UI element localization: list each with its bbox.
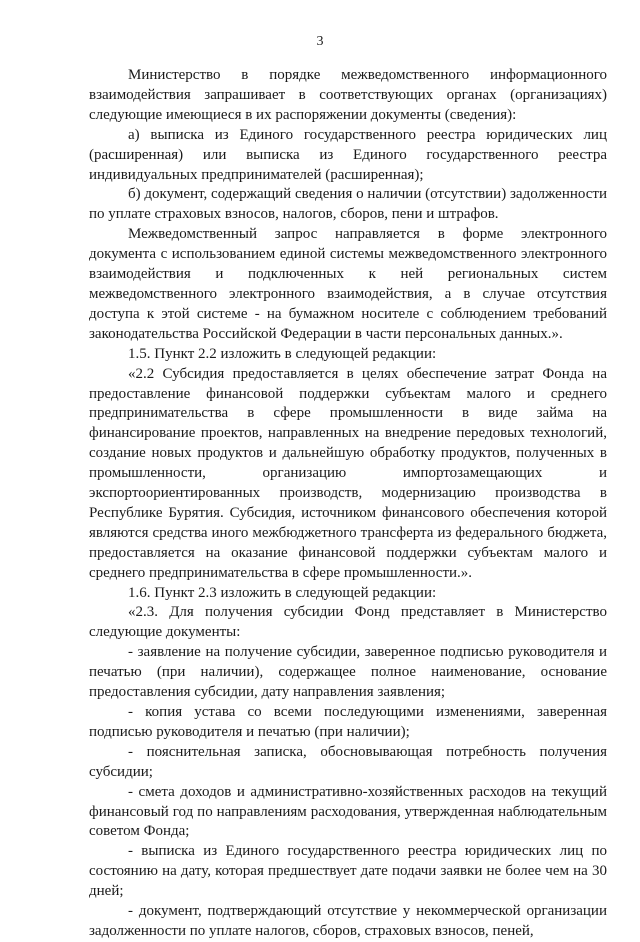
paragraph: б) документ, содержащий сведения о наличии (отсутствии) задолженности по уплате страховых взносов, налогов, сборов, пени и штрафов.	[89, 186, 607, 223]
paragraph: а) выписка из Единого государственного реестра юридических лиц (расширенная) или выписка из Единого государственного реестра индивидуальных предпринимателей (расширенная);	[89, 126, 607, 183]
list-item: - заявление на получение субсидии, заверенное подписью руководителя и печатью (при наличии), содержащее полное наименование, основание предоставления субсидии, дату направления заявления;	[89, 644, 607, 701]
paragraph: Министерство в порядке межведомственного информационного взаимодействия запрашивает в соответствующих органах (организациях) следующие имеющиеся в их распоряжении документы (сведения):	[89, 67, 607, 123]
paragraph: «2.2 Субсидия предоставляется в целях обеспечение затрат Фонда на предоставление финансовой поддержки субъектам малого и среднего предпринимательства в сфере промышленности в виде займа на финансирование проектов, направленных на внедрение передовых технологий, создание новых продуктов и дальнейшую обработку продуктов, полученных в промышленности, организацию импортозамещающих и экспортоориентированных производств, модернизацию производства в Республике Бурятия. Субсидия, источником финансового обеспечения которой являются средства иного межбюджетного трансферта из федерального бюджета, предоставляется на оказание финансовой поддержки субъектам малого и среднего предпринимательства в сфере промышленности.».	[89, 365, 607, 581]
list-item: - выписка из Единого государственного реестра юридических лиц по состоянию на дату, которая предшествует дате подачи заявки не более чем на 30 дней;	[89, 843, 607, 900]
list-item: - копия устава со всеми последующими изменениями, заверенная подписью руководителя и печатью (при наличии);	[89, 704, 607, 740]
list-item: - пояснительная записка, обосновывающая потребность получения субсидии;	[89, 743, 607, 780]
page-number: 3	[316, 34, 324, 49]
list-item: - смета доходов и административно-хозяйственных расходов на текущий финансовый год по направлениям расходования, утвержденная наблюдательным советом Фонда;	[89, 783, 607, 840]
paragraph: Межведомственный запрос направляется в форме электронного документа с использованием единой системы межведомственного электронного взаимодействия и подключенных к ней региональных систем межведомственного электронного взаимодействия, а в случае отсутствия доступа к этой системе - на бумажном носителе с соблюдением требований законодательства Российской Федерации в части персональных данных.».	[89, 226, 607, 342]
paragraph: 1.5. Пункт 2.2 изложить в следующей редакции:	[128, 345, 437, 362]
paragraph: «2.3. Для получения субсидии Фонд представляет в Министерство следующие документы:	[89, 604, 607, 641]
paragraph: 1.6. Пункт 2.3 изложить в следующей редакции:	[128, 584, 437, 601]
list-item: - документ, подтверждающий отсутствие у некоммерческой организации задолженности по уплате налогов, сборов, страховых взносов, пеней,	[89, 903, 607, 939]
document-body	[89, 66, 607, 942]
